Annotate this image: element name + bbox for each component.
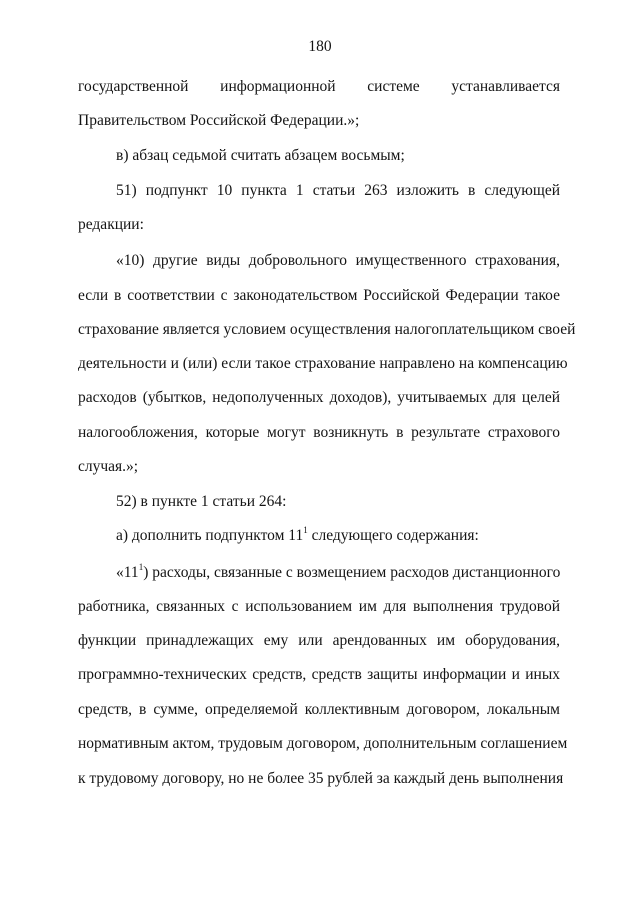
text-line: к трудовому договору, но не более 35 рублей за каждый день выполнения (78, 770, 564, 787)
text-line: 51) подпункт 10 пункта 1 статьи 263 изложить в следующей (116, 182, 560, 199)
text-line: в) абзац седьмой считать абзацем восьмым; (116, 147, 405, 164)
text-line: функции принадлежащих ему или арендованных им оборудования, (78, 632, 560, 649)
text-line: программно-технических средств, средств защиты информации и иных (78, 666, 560, 683)
text-line: нормативным актом, трудовым договором, дополнительным соглашением (78, 735, 568, 752)
text-line: налогообложения, которые могут возникнуть в результате страхового (78, 424, 560, 441)
text-line: Правительством Российской Федерации.»; (78, 112, 360, 129)
text-line: деятельности и (или) если такое страхование направлено на компенсацию (78, 355, 568, 372)
text-line: «10) другие виды добровольного имущественного страхования, (116, 252, 560, 269)
text-line: редакции: (78, 216, 144, 233)
text-line: «$11^1$) расходы, связанные с возмещением расходов дистанционного (116, 561, 561, 581)
text-line: государственной информационной системе устанавливается (78, 78, 560, 95)
text-line: а) дополнить подпунктом $11^1$ следующего содержания: (116, 524, 479, 544)
text-line: расходов (убытков, недополученных доходов), учитываемых для целей (78, 389, 560, 406)
text-line: случая.»; (78, 458, 139, 475)
text-line: работника, связанных с использованием им для выполнения трудовой (78, 598, 560, 615)
text-line: страхование является условием осуществления налогоплательщиком своей (78, 321, 576, 338)
text-line: средств, в сумме, определяемой коллективным договором, локальным (78, 701, 560, 718)
text-line: 52) в пункте 1 статьи 264: (116, 493, 287, 510)
text-line: если в соответствии с законодательством Российской Федерации такое (78, 287, 560, 304)
page-number: 180 (308, 38, 332, 55)
